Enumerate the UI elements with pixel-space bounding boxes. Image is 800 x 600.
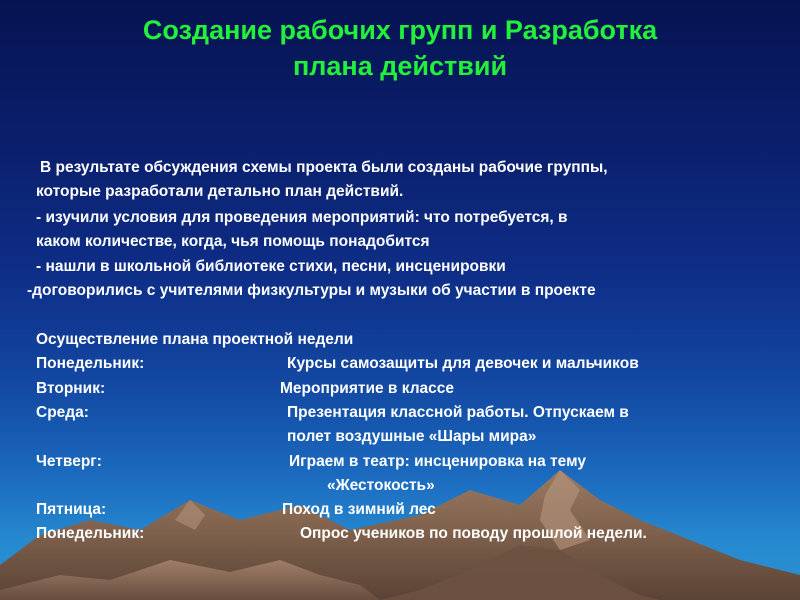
schedule-day: Понедельник: [36,525,145,542]
schedule-activity: Мероприятие в классе [280,380,455,397]
schedule-activity: Поход в зимний лес [282,501,436,518]
intro-line: - изучили условия для проведения мероприятий: что потребуется, в [36,209,568,226]
schedule-heading: Осуществление плана проектной недели [36,331,354,348]
schedule-day: Пятница: [36,501,107,518]
intro-line: В результате обсуждения схемы проекта были созданы рабочие группы, [40,159,608,176]
intro-line: которые разработали детально план действий. [36,183,404,200]
schedule-day: Вторник: [36,380,106,397]
schedule-activity: Презентация классной работы. Отпускаем в [287,404,629,421]
schedule-activity-cont: полет воздушные «Шары мира» [287,428,537,445]
title-line-2: плана действий [292,51,508,81]
intro-line: каком количестве, когда, чья помощь понадобится [36,233,430,250]
schedule-day: Четверг: [36,453,102,470]
schedule-activity: Опрос учеников по поводу прошлой недели. [300,525,647,542]
intro-line: - нашли в школьной библиотеке стихи, песни, инсценировки [36,258,506,275]
title-line-1: Создание рабочих групп и Разработка [142,15,658,45]
schedule-day: Понедельник: [36,355,145,372]
schedule-activity-cont: «Жестокость» [327,477,435,494]
intro-line: -договорились с учителями физкультуры и музыки об участии в проекте [27,282,596,299]
schedule-day: Среда: [36,404,89,421]
schedule-activity: Играем в театр: инсценировка на тему [289,453,586,470]
schedule-activity: Курсы самозащиты для девочек и мальчиков [287,355,639,372]
